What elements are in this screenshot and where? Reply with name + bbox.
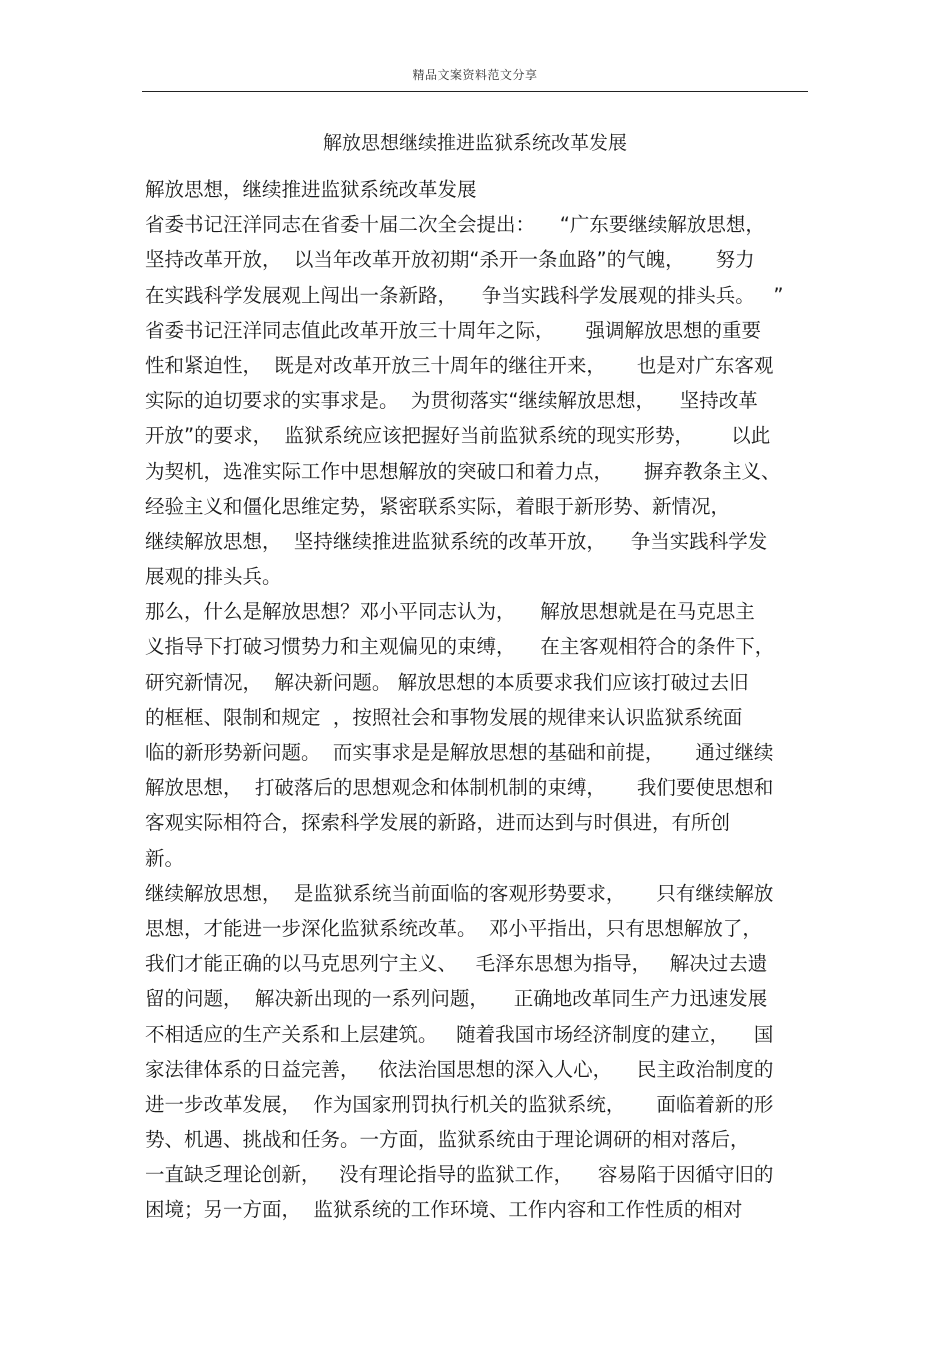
body-line: 不相适应的生产关系和上层建筑。 随着我国市场经济制度的建立， 国 xyxy=(145,1022,774,1046)
document-body xyxy=(145,172,810,1228)
body-line: 解放思想，继续推进监狱系统改革发展 xyxy=(145,178,477,201)
body-line: 留的问题， 解决新出现的一系列问题， 正确地改革同生产力迅速发展 xyxy=(145,987,768,1011)
body-line: 我们才能正确的以马克思列宁主义、 毛泽东思想为指导， 解决过去遗 xyxy=(145,952,768,976)
body-line: 新。 xyxy=(145,846,185,870)
body-line: 客观实际相符合，探索科学发展的新路，进而达到与时俱进，有所创 xyxy=(145,811,731,835)
body-line: 研究新情况， 解决新问题。 解放思想的本质要求我们应该打破过去旧 xyxy=(145,670,749,694)
body-line: 继续解放思想， 坚持继续推进监狱系统的改革开放， 争当实践科学发 xyxy=(145,529,768,553)
body-line: 坚持改革开放， 以当年改革开放初期“杀开一条血路”的气魄， 努力 xyxy=(145,248,755,272)
document-title: 解放思想继续推进监狱系统改革发展 xyxy=(322,132,627,154)
body-line: 在实践科学发展观上闯出一条新路， 争当实践科学发展观的排头兵。 ” xyxy=(145,283,784,307)
body-line: 开放”的要求， 监狱系统应该把握好当前监狱系统的现实形势， 以此 xyxy=(145,424,771,448)
body-line: 性和紧迫性， 既是对改革开放三十周年的继往开来， 也是对广东客观 xyxy=(145,353,774,377)
body-line: 那么，什么是解放思想？邓小平同志认为， 解放思想就是在马克思主 xyxy=(145,600,755,624)
body-line: 经验主义和僵化思维定势，紧密联系实际，着眼于新形势、新情况， xyxy=(145,494,731,518)
body-line: 临的新形势新问题。 而实事求是是解放思想的基础和前提， 通过继续 xyxy=(145,741,774,764)
body-line: 势、机遇、挑战和任务。一方面，监狱系统由于理论调研的相对落后， xyxy=(145,1128,750,1152)
body-line: 省委书记汪洋同志在省委十届二次全会提出： “广东要继续解放思想， xyxy=(145,213,765,237)
body-line: 展观的排头兵。 xyxy=(145,565,282,589)
body-line: 进一步改革发展， 作为国家刑罚执行机关的监狱系统， 面临着新的形 xyxy=(145,1092,774,1116)
body-line: 义指导下打破习惯势力和主观偏见的束缚， 在主客观相符合的条件下， xyxy=(145,635,775,659)
body-line: 家法律体系的日益完善， 依法治国思想的深入人心， 民主政治制度的 xyxy=(145,1057,774,1081)
body-line: 解放思想， 打破落后的思想观念和体制机制的束缚， 我们要使思想和 xyxy=(145,776,774,800)
running-header: 精品文案资料范文分享 xyxy=(412,68,538,82)
body-line: 的框框、限制和规定 ，按照社会和事物发展的规律来认识监狱系统面 xyxy=(145,705,743,729)
body-line: 继续解放思想， 是监狱系统当前面临的客观形势要求， 只有继续解放 xyxy=(145,881,774,905)
body-line: 一直缺乏理论创新， 没有理论指导的监狱工作， 容易陷于因循守旧的 xyxy=(145,1163,774,1187)
header-divider xyxy=(142,91,808,92)
body-line: 省委书记汪洋同志值此改革开放三十周年之际， 强调解放思想的重要 xyxy=(145,318,761,342)
body-line: 困境；另一方面， 监狱系统的工作环境、工作内容和工作性质的相对 xyxy=(145,1198,743,1222)
body-line: 实际的迫切要求的实事求是。 为贯彻落实“继续解放思想， 坚持改革 xyxy=(145,389,758,413)
body-line: 为契机，选准实际工作中思想解放的突破口和着力点， 摒弃教条主义、 xyxy=(145,459,781,483)
body-line: 思想，才能进一步深化监狱系统改革。 邓小平指出，只有思想解放了， xyxy=(145,916,762,940)
